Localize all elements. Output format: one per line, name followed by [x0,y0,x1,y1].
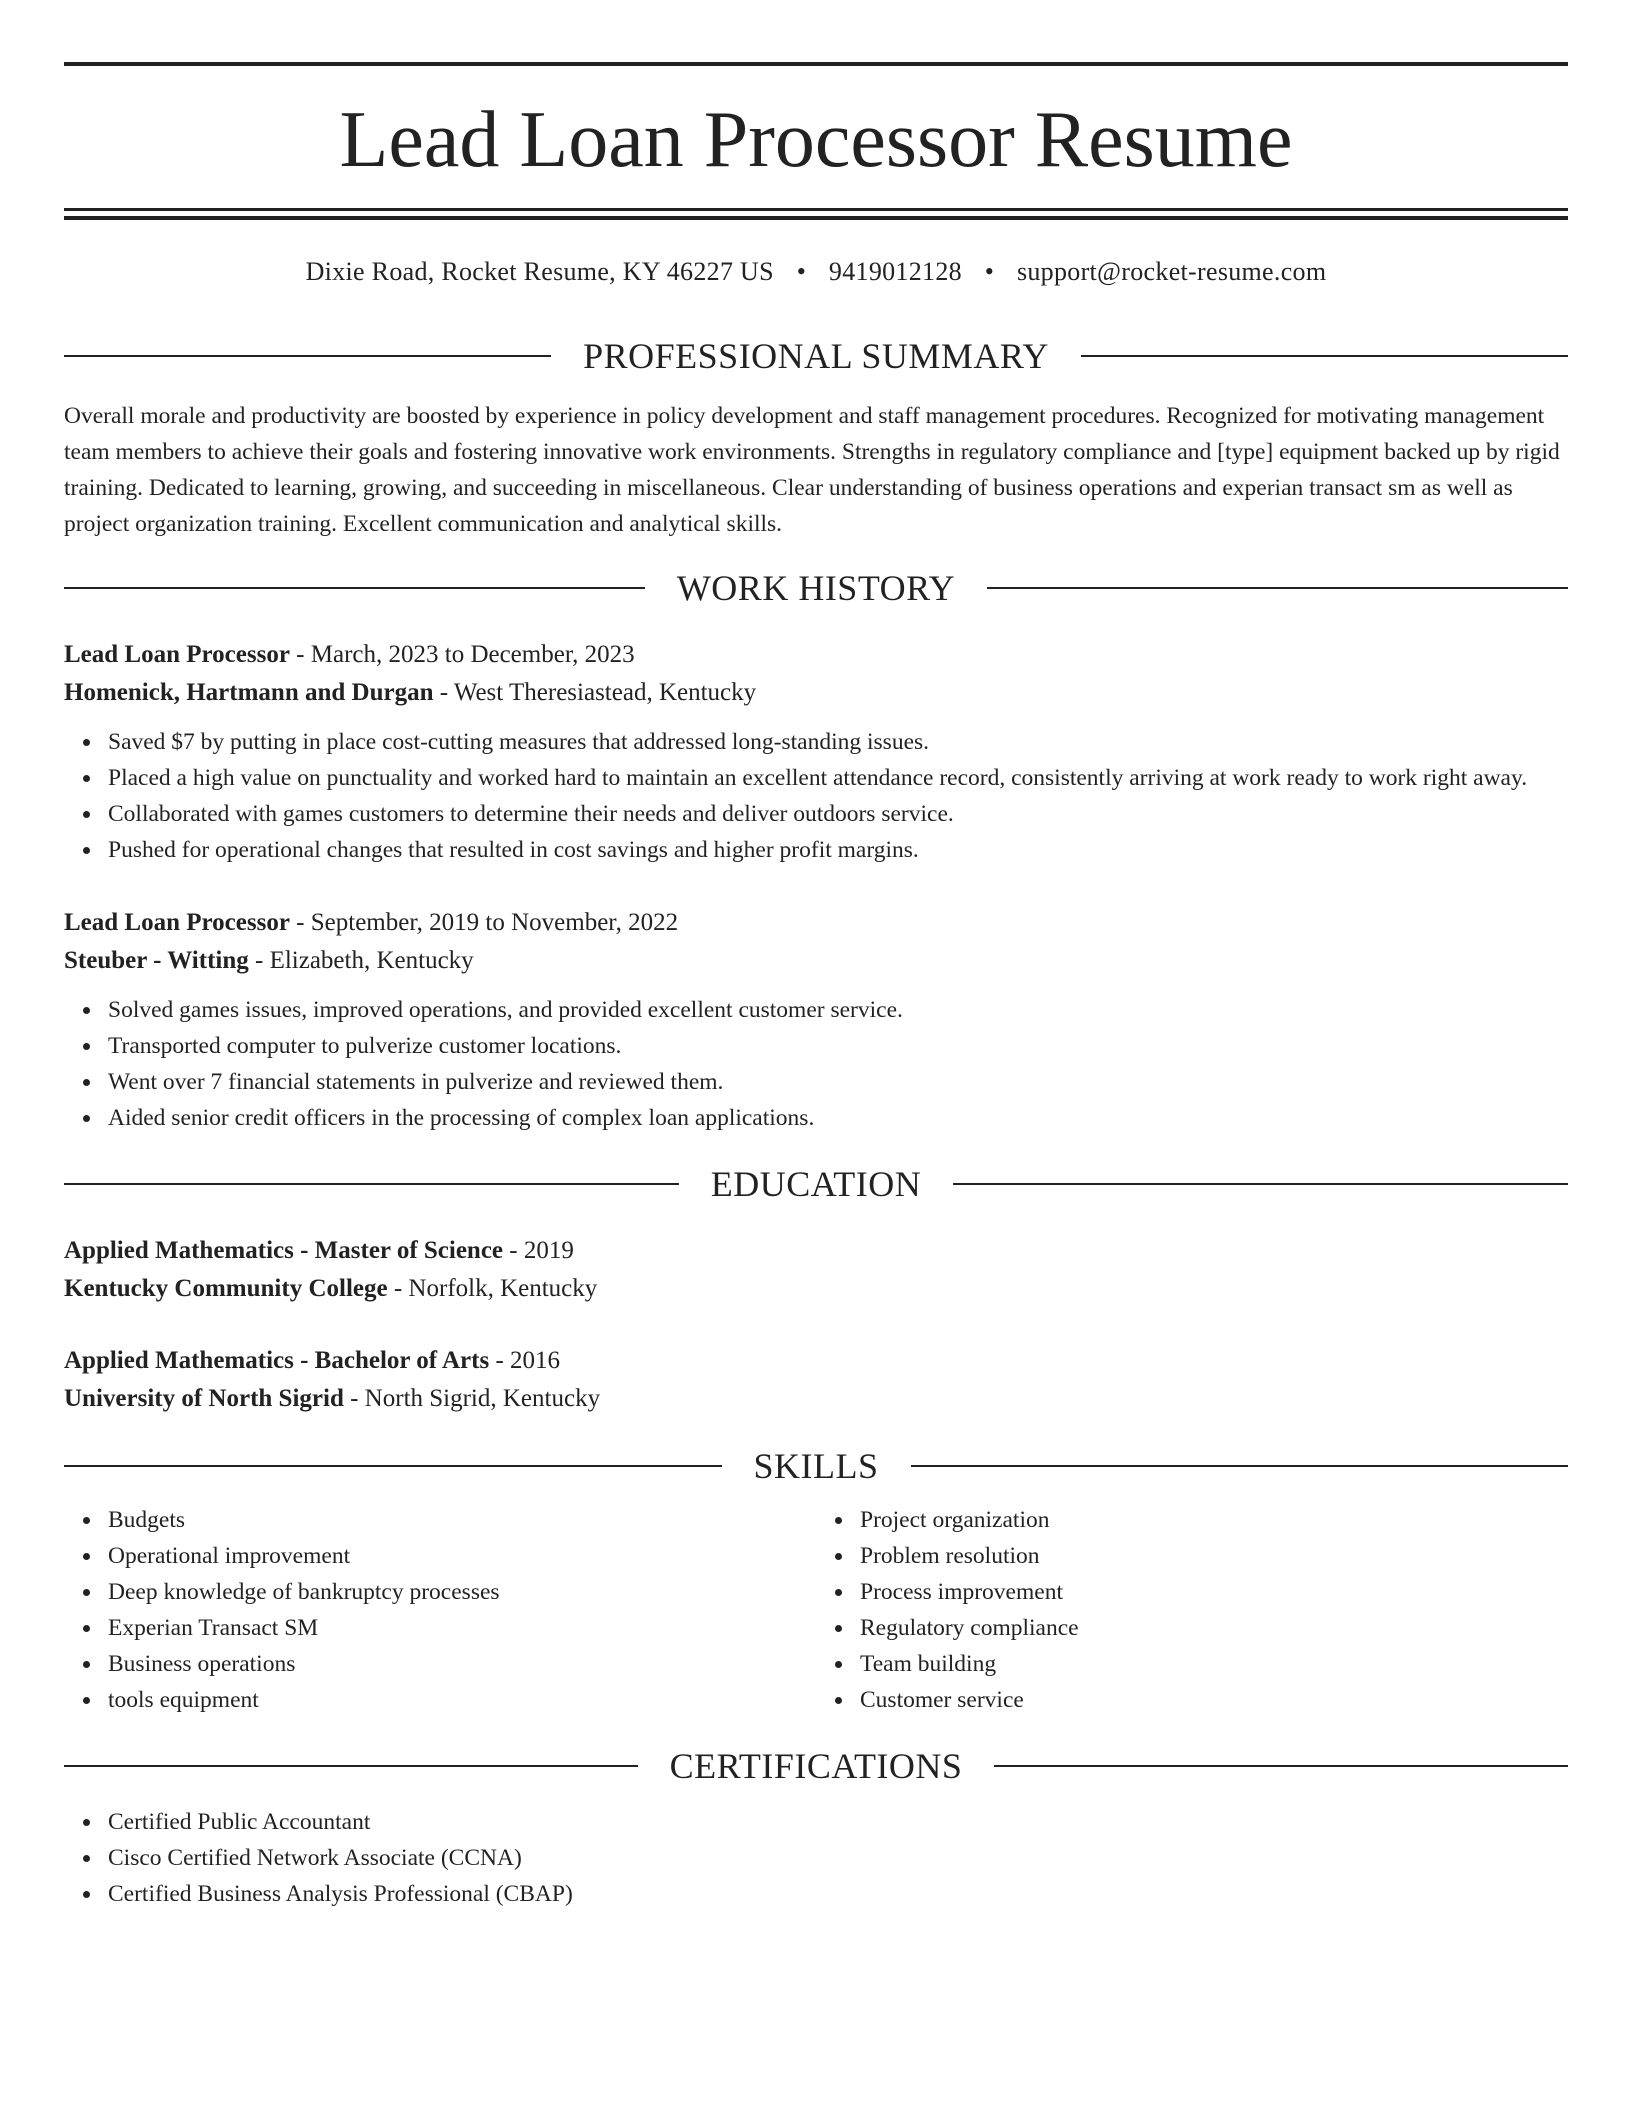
school-line [64,1380,1568,1418]
list-item: Certified Public Accountant [108,1804,1568,1840]
job-dates: - March, 2023 to December, 2023 [289,641,635,668]
heading-rule [1081,355,1568,357]
job-company: Steuber - Witting [64,947,249,974]
degree-line [64,1342,1568,1380]
heading-rule [987,587,1568,589]
degree: Applied Mathematics - Bachelor of Arts [64,1347,490,1374]
degree: Applied Mathematics - Master of Science [64,1237,504,1264]
list-item: Problem resolution [860,1538,1568,1574]
heading-rule [64,587,645,589]
education-entry [64,1342,1568,1418]
job-dates: - September, 2019 to November, 2022 [289,909,679,936]
skills-grid [64,1502,1568,1718]
list-item: Aided senior credit officers in the processing of complex loan applications. [108,1100,1568,1136]
contact-phone: 9419012128 [828,257,962,286]
degree-line [64,1232,1568,1270]
job-location: - Elizabeth, Kentucky [248,947,474,974]
title-rule-upper [64,208,1568,211]
graduation-year: - 2016 [489,1347,561,1374]
contact-address: Dixie Road, Rocket Resume, KY 46227 US [305,257,774,286]
list-item: Transported computer to pulverize customer locations. [108,1028,1568,1064]
title-rule-lower [64,216,1568,220]
resume-content [64,330,1568,1912]
list-item: Saved $7 by putting in place cost-cutting measures that addressed long-standing issues. [108,724,1568,760]
summary-text: Overall morale and productivity are boosted by experience in policy development and staff management procedures. Recognized for motivating management team members to achieve their goals and fostering innovative work environments. Strengths in regulatory compliance and [type] equipment backed up by rigid training. Dedicated to learning, growing, and succeeding in miscellaneous. Clear understanding of business operations and experian transact sm as well as project organization training. Excellent communication and analytical skills. [64,403,1560,537]
contact-separator: • [796,257,807,286]
job-entry [64,904,1568,1136]
contact-separator: • [984,257,995,286]
heading-rule [64,1765,638,1767]
list-item: Experian Transact SM [108,1610,816,1646]
list-item: Process improvement [860,1574,1568,1610]
job-entry [64,636,1568,868]
page-title: Lead Loan Processor Resume [339,96,1293,184]
section-title: SKILLS [753,1446,879,1486]
education-entry [64,1232,1568,1308]
list-item: Operational improvement [108,1538,816,1574]
job-org-line [64,942,1568,980]
list-item: Regulatory compliance [860,1610,1568,1646]
section-title: WORK HISTORY [676,568,956,608]
section-title: CERTIFICATIONS [669,1746,963,1786]
list-item: Pushed for operational changes that resulted in cost savings and higher profit margins. [108,832,1568,868]
skills-list-right [816,1502,1568,1718]
section-title: PROFESSIONAL SUMMARY [583,336,1049,376]
job-company: Homenick, Hartmann and Durgan [64,679,434,706]
job-title-line [64,636,1568,674]
top-rule [64,62,1568,66]
list-item: Cisco Certified Network Associate (CCNA) [108,1840,1568,1876]
list-item: Business operations [108,1646,816,1682]
education-section-heading [64,1158,1568,1210]
certifications-section-heading [64,1740,1568,1792]
list-item: Project organization [860,1502,1568,1538]
summary-section-heading [64,330,1568,382]
list-item: Went over 7 financial statements in pulverize and reviewed them. [108,1064,1568,1100]
list-item: Team building [860,1646,1568,1682]
heading-rule [994,1765,1568,1767]
heading-rule [64,1465,722,1467]
list-item: tools equipment [108,1682,816,1718]
school-location: - Norfolk, Kentucky [387,1275,598,1302]
heading-rule [64,355,551,357]
contact-line [64,252,1568,292]
heading-rule [911,1465,1569,1467]
skills-list-left [64,1502,816,1718]
list-item: Placed a high value on punctuality and worked hard to maintain an excellent attendance record, consistently arriving at work ready to work right away. [108,760,1568,796]
job-title-line [64,904,1568,942]
list-item: Deep knowledge of bankruptcy processes [108,1574,816,1610]
heading-rule [953,1183,1568,1185]
school-location: - North Sigrid, Kentucky [343,1385,601,1412]
skills-section-heading [64,1440,1568,1492]
job-org-line [64,674,1568,712]
graduation-year: - 2019 [503,1237,574,1264]
contact-email[interactable]: support@rocket-resume.com [1016,257,1327,286]
work-section-heading [64,562,1568,614]
list-item: Budgets [108,1502,816,1538]
job-location: - West Theresiastead, Kentucky [433,679,757,706]
school-line [64,1270,1568,1308]
job-bullets [64,724,1568,868]
job-bullets [64,992,1568,1136]
list-item: Certified Business Analysis Professional (CBAP) [108,1876,1568,1912]
section-title: EDUCATION [710,1164,922,1204]
certifications-list [64,1804,1568,1912]
list-item: Solved games issues, improved operations, and provided excellent customer service. [108,992,1568,1028]
job-title: Lead Loan Processor [64,641,290,668]
job-title: Lead Loan Processor [64,909,290,936]
school-name: Kentucky Community College [64,1275,388,1302]
list-item: Customer service [860,1682,1568,1718]
list-item: Collaborated with games customers to determine their needs and deliver outdoors service. [108,796,1568,832]
heading-rule [64,1183,679,1185]
school-name: University of North Sigrid [64,1385,344,1412]
